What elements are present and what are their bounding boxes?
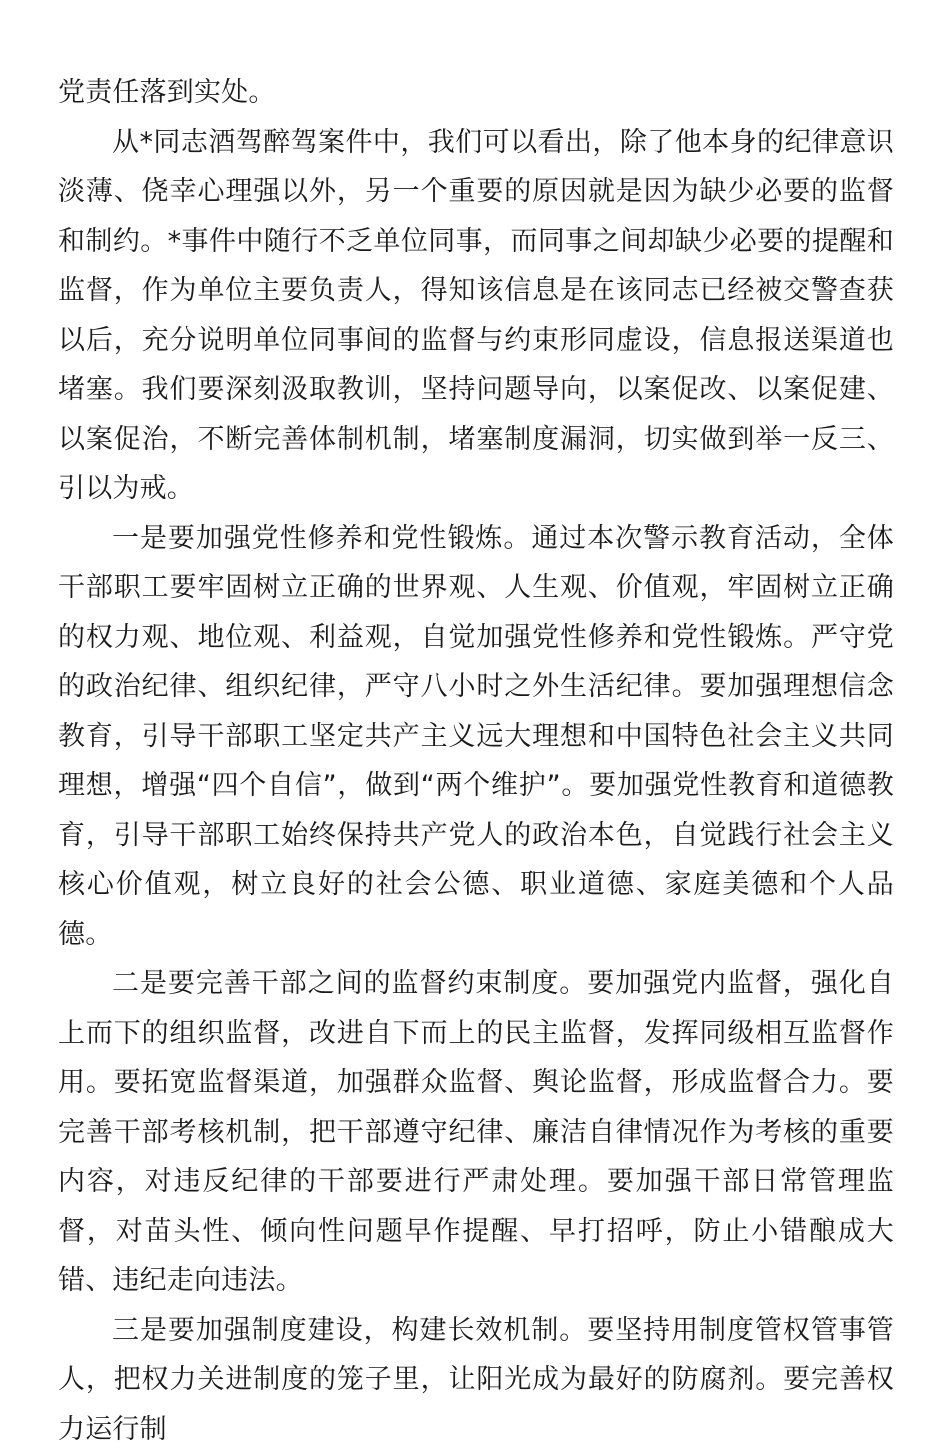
paragraph-case-analysis: 从*同志酒驾醉驾案件中，我们可以看出，除了他本身的纪律意识淡薄、侥幸心理强以外，另一个重要的原因就是因为缺少必要的监督和制约。*事件中随行不乏单位同事，而同事之间却缺少必要的提醒和监督，作为单位主要负责人，得知该信息是在该同志已经被交警查获以后，充分说明单位同事间的监督与约束形同虚设，信息报送渠道也堵塞。我们要深刻汲取教训，坚持问题导向，以案促改、以案促建、以案促治，不断完善体制机制，堵塞制度漏洞，切实做到举一反三、引以为戒。 bbox=[58, 118, 894, 514]
document-body bbox=[58, 68, 894, 1454]
paragraph-point-two: 二是要完善干部之间的监督约束制度。要加强党内监督，强化自上而下的组织监督，改进自下而上的民主监督，发挥同级相互监督作用。要拓宽监督渠道，加强群众监督、舆论监督，形成监督合力。要完善干部考核机制，把干部遵守纪律、廉洁自律情况作为考核的重要内容，对违反纪律的干部要进行严肃处理。要加强干部日常管理监督，对苗头性、倾向性问题早作提醒、早打招呼，防止小错酿成大错、违纪走向违法。 bbox=[58, 959, 894, 1306]
paragraph-continuation: 党责任落到实处。 bbox=[58, 68, 894, 118]
paragraph-point-one: 一是要加强党性修养和党性锻炼。通过本次警示教育活动，全体干部职工要牢固树立正确的世界观、人生观、价值观，牢固树立正确的权力观、地位观、利益观，自觉加强党性修养和党性锻炼。严守党的政治纪律、组织纪律，严守八小时之外生活纪律。要加强理想信念教育，引导干部职工坚定共产主义远大理想和中国特色社会主义共同理想，增强“四个自信”，做到“两个维护”。要加强党性教育和道德教育，引导干部职工始终保持共产党人的政治本色，自觉践行社会主义核心价值观，树立良好的社会公德、职业道德、家庭美德和个人品德。 bbox=[58, 514, 894, 960]
paragraph-point-three: 三是要加强制度建设，构建长效机制。要坚持用制度管权管事管人，把权力关进制度的笼子里，让阳光成为最好的防腐剂。要完善权力运行制 bbox=[58, 1306, 894, 1454]
